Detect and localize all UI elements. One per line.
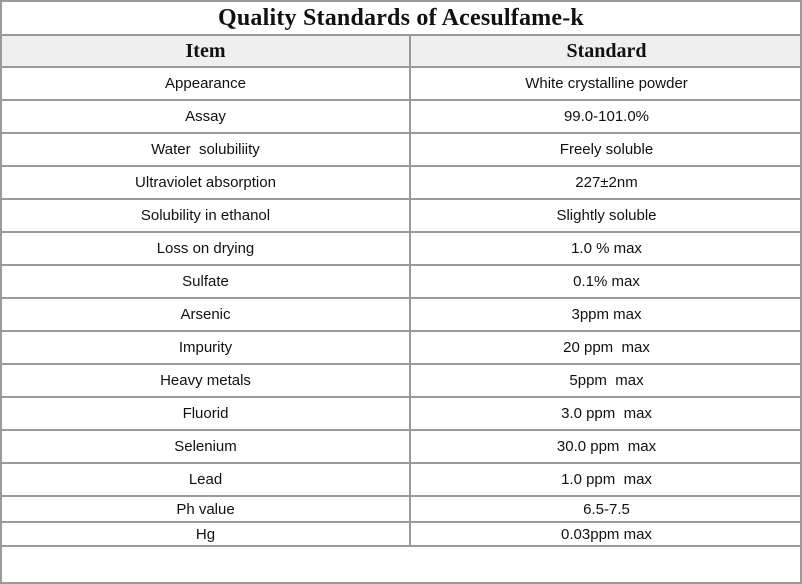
table-row xyxy=(1,199,802,232)
item-cell: Ultraviolet absorption xyxy=(1,166,410,199)
table-row xyxy=(1,232,802,265)
table-row xyxy=(1,397,802,430)
item-cell: Lead xyxy=(1,463,410,496)
item-cell: Solubility in ethanol xyxy=(1,199,410,232)
table-row xyxy=(1,463,802,496)
standard-cell: 5ppm max xyxy=(410,364,802,397)
standard-cell: 1.0 ppm max xyxy=(410,463,802,496)
item-cell: Loss on drying xyxy=(1,232,410,265)
table-row xyxy=(1,364,802,397)
item-cell: Assay xyxy=(1,100,410,133)
table-row xyxy=(1,133,802,166)
table-row xyxy=(1,331,802,364)
column-header-standard: Standard xyxy=(410,35,802,67)
standard-cell: White crystalline powder xyxy=(410,67,802,100)
standard-cell: 0.1% max xyxy=(410,265,802,298)
standard-cell: 20 ppm max xyxy=(410,331,802,364)
table-row xyxy=(1,166,802,199)
item-cell: Sulfate xyxy=(1,265,410,298)
table-row xyxy=(1,522,802,546)
table-row xyxy=(1,67,802,100)
quality-standards-table xyxy=(0,34,802,547)
standard-cell: 227±2nm xyxy=(410,166,802,199)
table-row xyxy=(1,298,802,331)
standard-cell: 3ppm max xyxy=(410,298,802,331)
standard-cell: 99.0-101.0% xyxy=(410,100,802,133)
standard-cell: 1.0 % max xyxy=(410,232,802,265)
standard-cell: 0.03ppm max xyxy=(410,522,802,546)
standard-cell: Freely soluble xyxy=(410,133,802,166)
table-header-row xyxy=(1,35,802,67)
table-row xyxy=(1,265,802,298)
item-cell: Ph value xyxy=(1,496,410,522)
table-row xyxy=(1,100,802,133)
item-cell: Heavy metals xyxy=(1,364,410,397)
item-cell: Appearance xyxy=(1,67,410,100)
item-cell: Hg xyxy=(1,522,410,546)
table-row xyxy=(1,496,802,522)
column-header-item: Item xyxy=(1,35,410,67)
item-cell: Impurity xyxy=(1,331,410,364)
item-cell: Fluorid xyxy=(1,397,410,430)
document-title: Quality Standards of Acesulfame-k xyxy=(218,5,584,31)
item-cell: Arsenic xyxy=(1,298,410,331)
item-cell: Water solubiliity xyxy=(1,133,410,166)
standard-cell: 6.5-7.5 xyxy=(410,496,802,522)
standard-cell: 3.0 ppm max xyxy=(410,397,802,430)
table-row xyxy=(1,430,802,463)
standard-cell: 30.0 ppm max xyxy=(410,430,802,463)
item-cell: Selenium xyxy=(1,430,410,463)
standard-cell: Slightly soluble xyxy=(410,199,802,232)
